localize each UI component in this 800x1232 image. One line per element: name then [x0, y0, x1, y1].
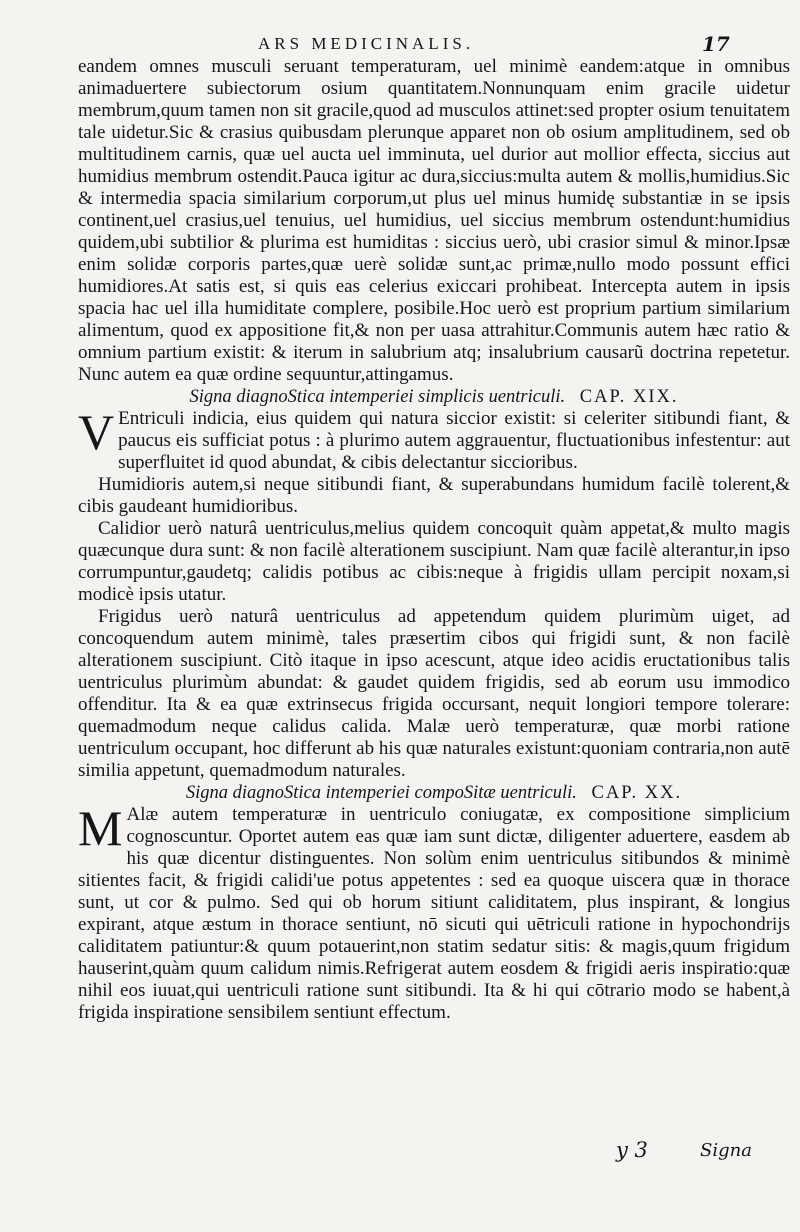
chapter-heading — [78, 782, 790, 804]
paragraph-text: Alæ autem temperaturæ in uentriculo coniugatæ, ex compositione simplicium cognoscuntur. Oportet autem eas quæ iam sunt dictæ, diligenter aduertere, easdem ab his quæ dicentur distinguentes. Non solùm enim uentriculus sitibundos & minimè sitientes facit, & frigidi calidi'ue potus appetentes : sed ea quoque uiscera quæ in thorace sunt, ut cor & pulmo. Sed qui ob horum sitiunt caliditatem, plus inspirant, & longius expirant, atque æstum in thorace sentiunt, nō sicuti qui uētriculi ratione in hypochondrijs caliditatem patiuntur:& quum potauerint,non statim sedatur sitis: & magis,quum frigidum hauserint,quàm quum calidum nimis.Refrigerat autem eosdem & frigidi aeris inspiratio:quæ nihil eos iuuat,qui uentriculi ratione sunt sitibundi. Ita & hi qui cōtrario modo se habent,à frigida inspiratione sensibilem sentiunt effectum. — [78, 804, 790, 1023]
signature-mark: y 3 — [616, 1138, 648, 1162]
text-block — [78, 56, 790, 1024]
paragraph: Calidior uerò naturâ uentriculus,melius quidem concoquit quàm appetat,& multo magis quæcunque dura sunt: & non facilè alterationem suscipiunt. Nam quæ facilè alterantur,in ipso corrumpuntur,gaudetq; calidis potibus ac cibis:neque à frigidis ullam percipit noxam,si modicè ipsis utatur. — [78, 518, 790, 605]
chapter-number: CAP. XX. — [591, 783, 683, 803]
catchword: Signa — [700, 1140, 752, 1161]
paragraph-text: Entriculi indicia, eius quidem qui natura siccior existit: si celeriter sitibundi fiant, & paucus eis sufficiat potus : à plurimo autem aggrauentur, fluctuationibus infestentur: aut superfluitet id quod abundat, & cibis delectantur siccioribus. — [118, 408, 790, 473]
chapter-heading-text: Signa diagnoStica intemperiei compoSitæ uentriculi. — [185, 783, 577, 803]
paragraph — [78, 404, 790, 474]
paragraph — [78, 800, 790, 1024]
chapter-heading — [78, 386, 790, 408]
paragraph: Frigidus uerò naturâ uentriculus ad appetendum quidem plurimùm uiget, ad concoquendum autem minimè, tales præsertim cibos qui frigidi sunt, & non facilè alterationem suscipiunt. Citò itaque in ipso acescunt, atque ideo acidis eructationibus talis uentriculus plurimùm abundat: & gaudet quidem frigidis, sed ab eorum usu immodico offenditur. Ita & ea quæ extrinsecus frigida occursant, nequit longiori tempore tolerare: quemadmodum neque calidus calida. Malæ uerò temperaturæ, quæ morbi ratione uentriculum occupant, hoc differunt ab his quæ naturales existunt:quoniam contraria,non autē similia appetunt, quemadmodum naturales. — [78, 606, 790, 781]
paragraph: Humidioris autem,si neque sitibundi fiant, & superabundans humidum facilè tolerent,& cibis gaudeant humidioribus. — [78, 474, 790, 517]
chapter-heading-text: Signa diagnoStica intemperiei simplicis uentriculi. — [189, 387, 566, 407]
page-footer — [0, 1138, 800, 1178]
folio-number: 17 — [702, 32, 730, 56]
paragraph: eandem omnes musculi seruant temperaturam, uel minimè eandem:atque in omnibus animaduertere subiectorum osium quantitatem.Nonnunquam enim gracile uidetur membrum,quum tamen non sit gracile,quod ad musculos attinet:sed propter osium tenuitatem tale uidetur.Sic & crasius quibusdam plerunque apparet non ob osium amplitudinem, sed ob multitudinem carnis, quæ uel aucta uel imminuta, uel durior aut mollior effecta, siccius aut humidius membrum ostendit.Pauca igitur ac dura,siccius:multa autem & mollis,humidius.Sic & intermedia spacia similarium corporum,ut plus uel minus humidę substantiæ in se ipsis continent,uel crasius,uel tenuius, uel humidius, uel siccius membrum ostendunt:humidius quidem,ubi subtilior & plurima est humiditas : siccius uerò, ubi crasior simul & minor.Ipsæ enim solidæ corporis partes,quæ uerè solidæ sunt,ac primæ,nullo modo possunt effici humidiores.At satis est, si quis eas celerius exiccari prohibeat. Intercepta autem in ipsis spacia hac uel illa humiditate complere, posibile.Hoc uerò est proprium partium similarium alimentum, quod ex appositione fit,& non per uasa attrahitur.Communis autem hæc ratio & omnium partium existit: & iterum in salubrium atq; insalubrium causarũ doctrina repetetur. Nunc autem ea quæ ordine sequuntur,attingamus. — [78, 56, 790, 385]
chapter-number: CAP. XIX. — [579, 387, 679, 407]
drop-capital: V — [78, 404, 115, 460]
running-title: ARS MEDICINALIS. — [258, 34, 475, 53]
drop-capital: M — [78, 800, 123, 856]
